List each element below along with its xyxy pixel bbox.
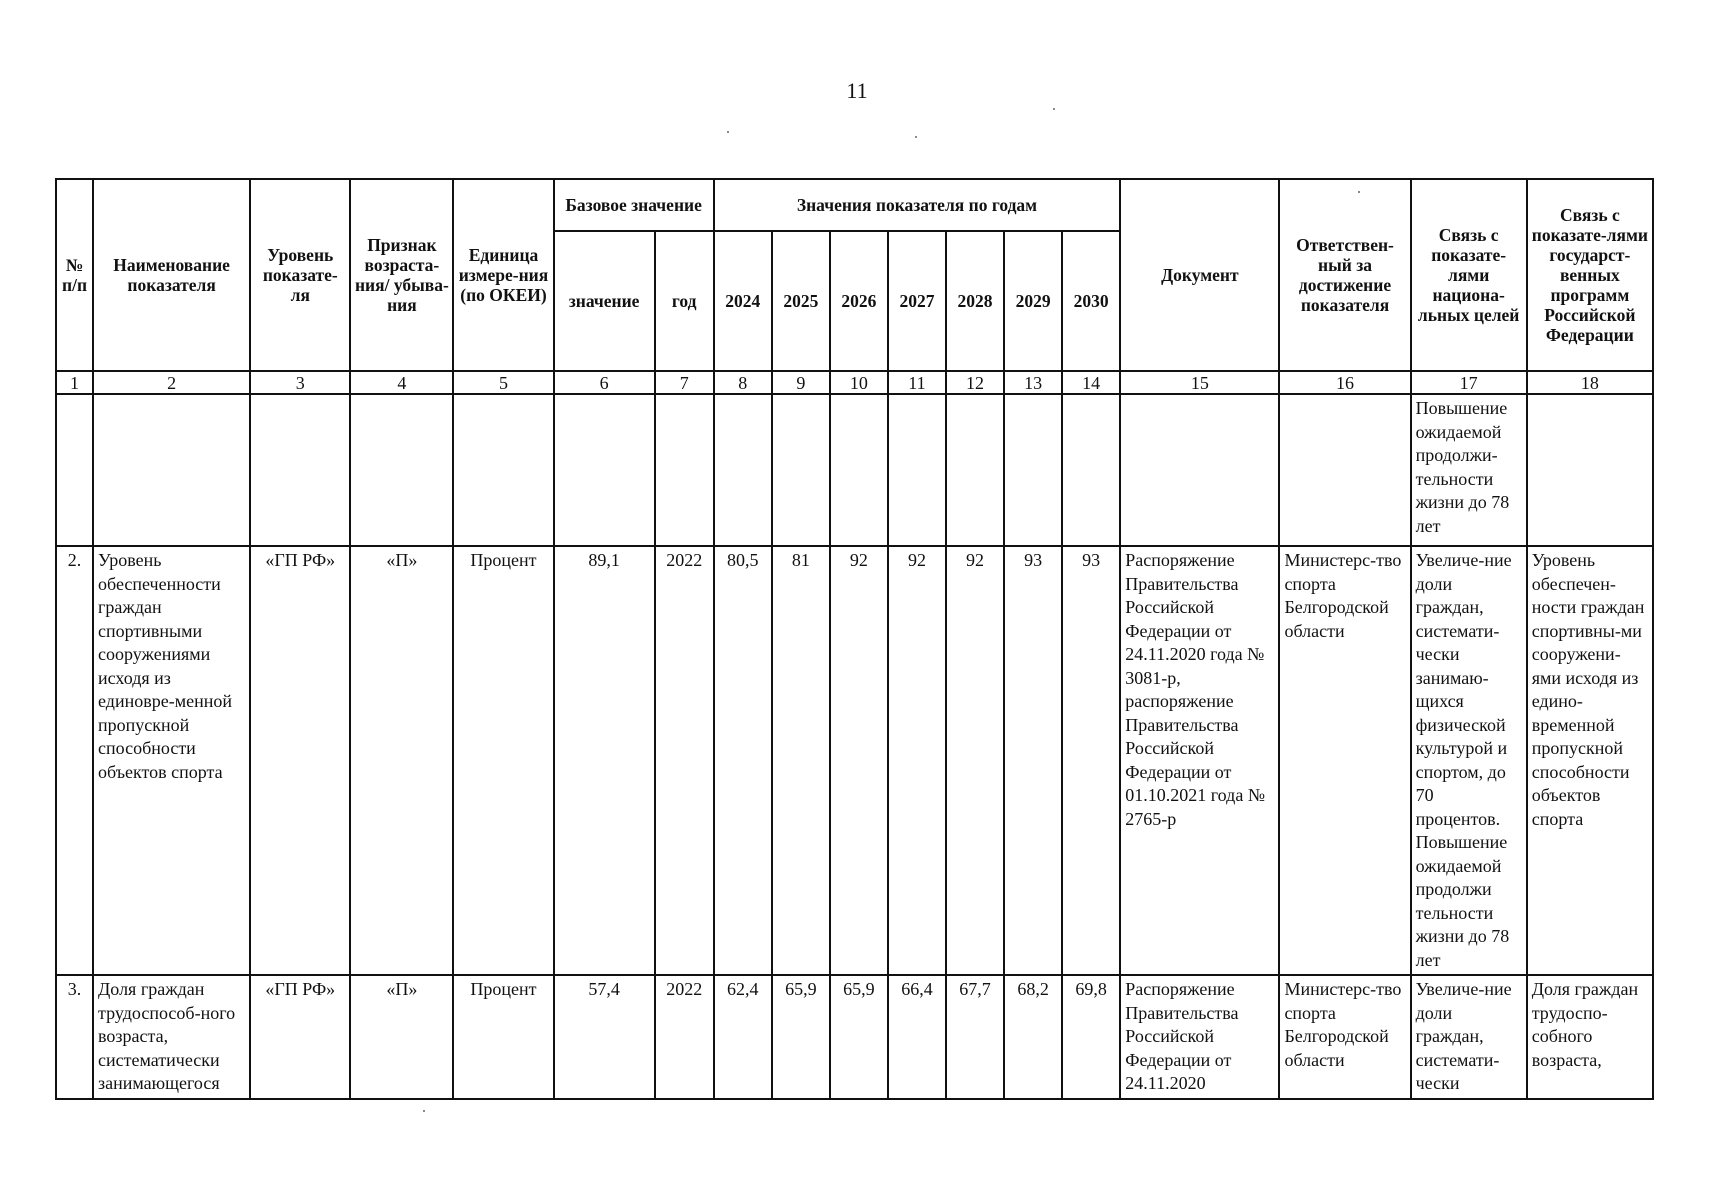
column-number: 6 [554,371,655,394]
header-responsible: Ответствен-ный за достижение показателя [1279,179,1410,371]
header-state-programs: Связь с показате-лями государст-венных программ Российской Федерации [1527,179,1653,371]
table-cell [56,394,93,546]
header-unit: Единица измере-ния (по ОКЕИ) [453,179,553,371]
table-cell [888,394,946,546]
table-cell [1279,394,1410,546]
national-goals-cell: Повышение ожидаемой продолжи-тельности жизни до 78 лет [1411,394,1527,546]
table-cell [453,394,553,546]
header-num: № п/п [56,179,93,371]
responsible-cell: Министерс-тво спорта Белгородской области [1279,975,1410,1099]
responsible-cell: Министерс-тво спорта Белгородской области [1279,546,1410,975]
value-2024: 62,4 [714,975,772,1099]
table-cell [655,394,714,546]
base-year: 2022 [655,546,714,975]
state-programs-cell: Доля граждан трудоспо-собного возраста, [1527,975,1653,1099]
column-number: 15 [1120,371,1279,394]
header-year-2025: 2025 [772,231,830,371]
value-2030: 69,8 [1062,975,1120,1099]
column-number: 18 [1527,371,1653,394]
indicator-unit: Процент [453,975,553,1099]
table-cell [714,394,772,546]
document-cell: Распоряжение Правительства Российской Федерации от 24.11.2020 [1120,975,1279,1099]
header-base-value: значение [554,231,655,371]
table-row [56,975,1653,1099]
column-number: 5 [453,371,553,394]
value-2029: 93 [1004,546,1062,975]
table-cell [772,394,830,546]
indicator-unit: Процент [453,546,553,975]
row-num: 2. [56,546,93,975]
table-row [56,546,1653,975]
page-number: 11 [846,78,868,103]
indicator-name: Доля граждан трудоспособ-ного возраста, систематически занимающегося [93,975,250,1099]
scan-speck [423,1110,425,1112]
header-level: Уровень показате-ля [250,179,350,371]
table-cell [93,394,250,546]
header-year-2026: 2026 [830,231,888,371]
document-cell: Распоряжение Правительства Российской Федерации от 24.11.2020 года № 3081-р, распоряжение Правительства Российской Федерации от 01.10.2021 года № 2765-р [1120,546,1279,975]
value-2026: 65,9 [830,975,888,1099]
value-2028: 92 [946,546,1004,975]
base-value: 57,4 [554,975,655,1099]
indicator-level: «ГП РФ» [250,975,350,1099]
column-number: 14 [1062,371,1120,394]
column-number: 3 [250,371,350,394]
header-year-2024: 2024 [714,231,772,371]
header-base-group: Базовое значение [554,179,714,231]
column-number: 9 [772,371,830,394]
scan-speck [1358,191,1360,193]
base-value: 89,1 [554,546,655,975]
value-2028: 67,7 [946,975,1004,1099]
indicators-table [55,178,1654,1100]
value-2027: 66,4 [888,975,946,1099]
table-cell [1004,394,1062,546]
table-cell [350,394,453,546]
table-cell [1062,394,1120,546]
header-years-group: Значения показателя по годам [714,179,1121,231]
column-number: 16 [1279,371,1410,394]
header-year-2030: 2030 [1062,231,1120,371]
header-national-goals: Связь с показате-лями национа-льных целей [1411,179,1527,371]
column-number: 1 [56,371,93,394]
indicator-sign: «П» [350,975,453,1099]
value-2030: 93 [1062,546,1120,975]
value-2026: 92 [830,546,888,975]
column-number: 10 [830,371,888,394]
indicator-name: Уровень обеспеченности граждан спортивными сооружениями исходя из единовре-менной пропускной способности объектов спорта [93,546,250,975]
column-number: 8 [714,371,772,394]
continuation-row [56,394,1653,546]
header-base-year: год [655,231,714,371]
header-sign: Признак возраста-ния/ убыва-ния [350,179,453,371]
national-goals-cell: Увеличе-ние доли граждан, системати-чески [1411,975,1527,1099]
value-2024: 80,5 [714,546,772,975]
scan-speck [727,131,729,133]
scan-speck [1053,108,1055,110]
indicator-sign: «П» [350,546,453,975]
table-cell [250,394,350,546]
indicator-level: «ГП РФ» [250,546,350,975]
value-2025: 81 [772,546,830,975]
value-2029: 68,2 [1004,975,1062,1099]
column-number-row [56,371,1653,394]
column-number: 12 [946,371,1004,394]
header-document: Документ [1120,179,1279,371]
table-cell [1527,394,1653,546]
value-2025: 65,9 [772,975,830,1099]
table-cell [554,394,655,546]
header-year-2028: 2028 [946,231,1004,371]
row-num: 3. [56,975,93,1099]
national-goals-cell: Увеличе-ние доли граждан, системати-чески занимаю-щихся физической культурой и спортом, до 70 процентов. Повышение ожидаемой продолжи тельности жизни до 78 лет [1411,546,1527,975]
base-year: 2022 [655,975,714,1099]
column-number: 2 [93,371,250,394]
column-number: 7 [655,371,714,394]
scan-speck [915,136,917,138]
header-year-2027: 2027 [888,231,946,371]
column-number: 17 [1411,371,1527,394]
state-programs-cell: Уровень обеспечен-ности граждан спортивны-ми сооружени-ями исходя из едино-временной пропускной способности объектов спорта [1527,546,1653,975]
column-number: 11 [888,371,946,394]
value-2027: 92 [888,546,946,975]
header-year-2029: 2029 [1004,231,1062,371]
table-cell [830,394,888,546]
table-cell [946,394,1004,546]
header-name: Наименование показателя [93,179,250,371]
table-cell [1120,394,1279,546]
column-number: 13 [1004,371,1062,394]
column-number: 4 [350,371,453,394]
